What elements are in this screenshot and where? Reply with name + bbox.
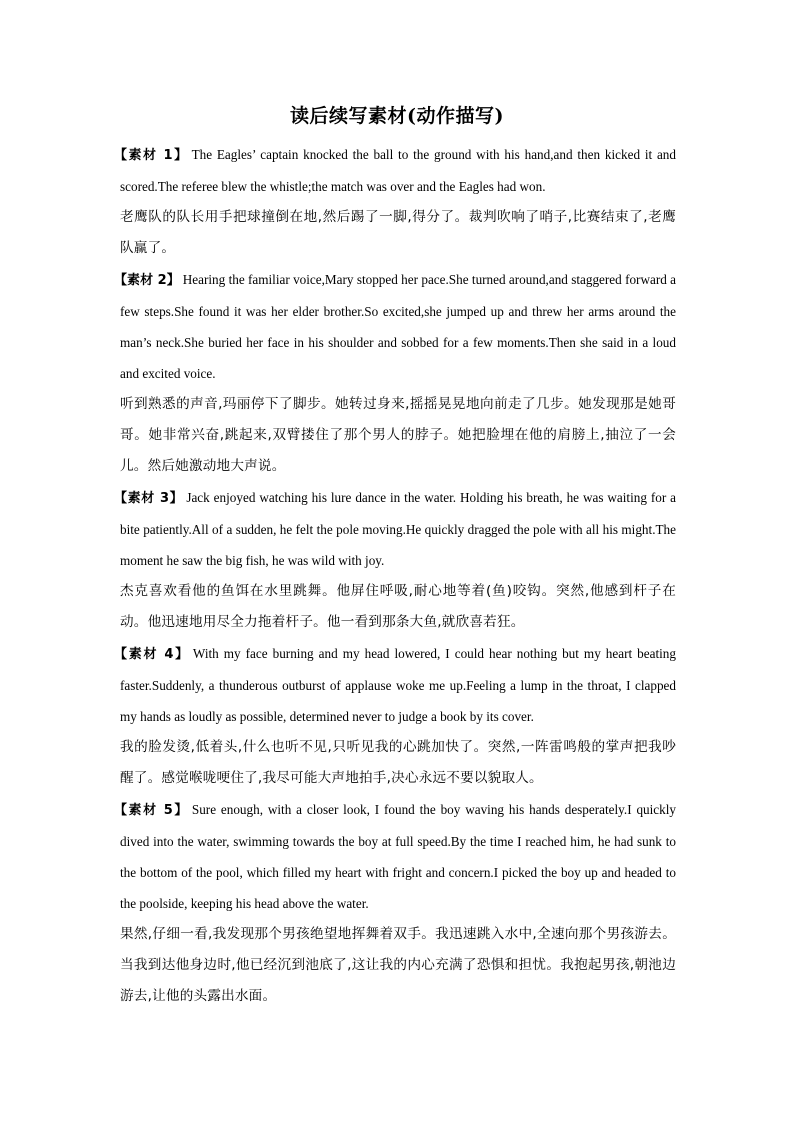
materials-content [114,139,677,1012]
english-passage: Jack enjoyed watching his lure dance in the water. Holding his breath, he was waiting for a bite patiently.All of a sudden, he felt the pole moving.He quickly dragged the pole with all his might.The moment he saw the big fish, he was wild with joy. [120,490,677,568]
material-3 [114,482,677,638]
material-chinese-text: 果然,仔细一看,我发现那个男孩绝望地挥舞着双手。我迅速跳入水中,全速向那个男孩游去。当我到达他身边时,他已经沉到池底了,这让我的内心充满了恐惧和担忧。我抱起男孩,朝池边游去,让他的头露出水面。 [120,926,676,1004]
material-chinese-text: 听到熟悉的声音,玛丽停下了脚步。她转过身来,摇摇晃晃地向前走了几步。她发现那是她哥哥。她非常兴奋,跳起来,双臂搂住了那个男人的脖子。她把脸埋在他的肩膀上,抽泣了一会儿。然后她激动地大声说。 [120,396,676,474]
page-title: 读后续写素材(动作描写) [290,105,504,127]
english-passage: With my face burning and my head lowered, I could hear nothing but my heart beating faster.Suddenly, a thunderous outburst of applause woke me up.Feeling a lump in the throat, I clapped my hands as loudly as possible, determined never to judge a book by its cover. [120,646,676,724]
material-label: 【素材 5】 [114,803,189,818]
material-label: 【素材 4】 [114,647,190,662]
material-chinese-text: 杰克喜欢看他的鱼饵在水里跳舞。他屏住呼吸,耐心地等着(鱼)咬钩。突然,他感到杆子在动。他迅速地用尽全力拖着杆子。他一看到那条大鱼,就欣喜若狂。 [120,583,676,630]
material-5 [114,794,677,1012]
material-english-text [114,482,677,576]
material-label: 【素材 2】 [114,273,180,288]
material-chinese-text: 老鹰队的队长用手把球撞倒在地,然后踢了一脚,得分了。裁判吹响了哨子,比赛结束了,老鹰队赢了。 [120,209,676,256]
material-chinese-text: 我的脸发烫,低着头,什么也听不见,只听见我的心跳加快了。突然,一阵雷鸣般的掌声把我吵醒了。感觉喉咙哽住了,我尽可能大声地拍手,决心永远不要以貌取人。 [120,739,676,786]
material-english-text [114,638,676,732]
material-english-text [114,139,676,202]
english-passage: The Eagles’ captain knocked the ball to the ground with his hand,and then kicked it and scored.The referee blew the whistle;the match was over and the Eagles had won. [120,147,676,194]
material-2 [114,264,676,482]
material-1 [114,139,676,264]
english-passage: Sure enough, with a closer look, I found the boy waving his hands desperately.I quickly dived into the water, swimming towards the boy at full speed.By the time I reached him, he had sunk to the bottom of the pool, which filled my heart with fright and concern.I picked the boy up and headed to the poolside, keeping his head above the water. [120,802,677,911]
english-passage: Hearing the familiar voice,Mary stopped her pace.She turned around,and staggered forward a few steps.She found it was her elder brother.So excited,she jumped up and threw her arms around the man’s neck.She buried her face in his shoulder and sobbed for a few moments.Then she said in a loud and excited voice. [120,272,676,381]
material-label: 【素材 1】 [114,148,189,163]
material-english-text [114,794,677,919]
material-label: 【素材 3】 [114,491,184,506]
material-4 [114,638,676,794]
material-english-text [114,264,676,389]
